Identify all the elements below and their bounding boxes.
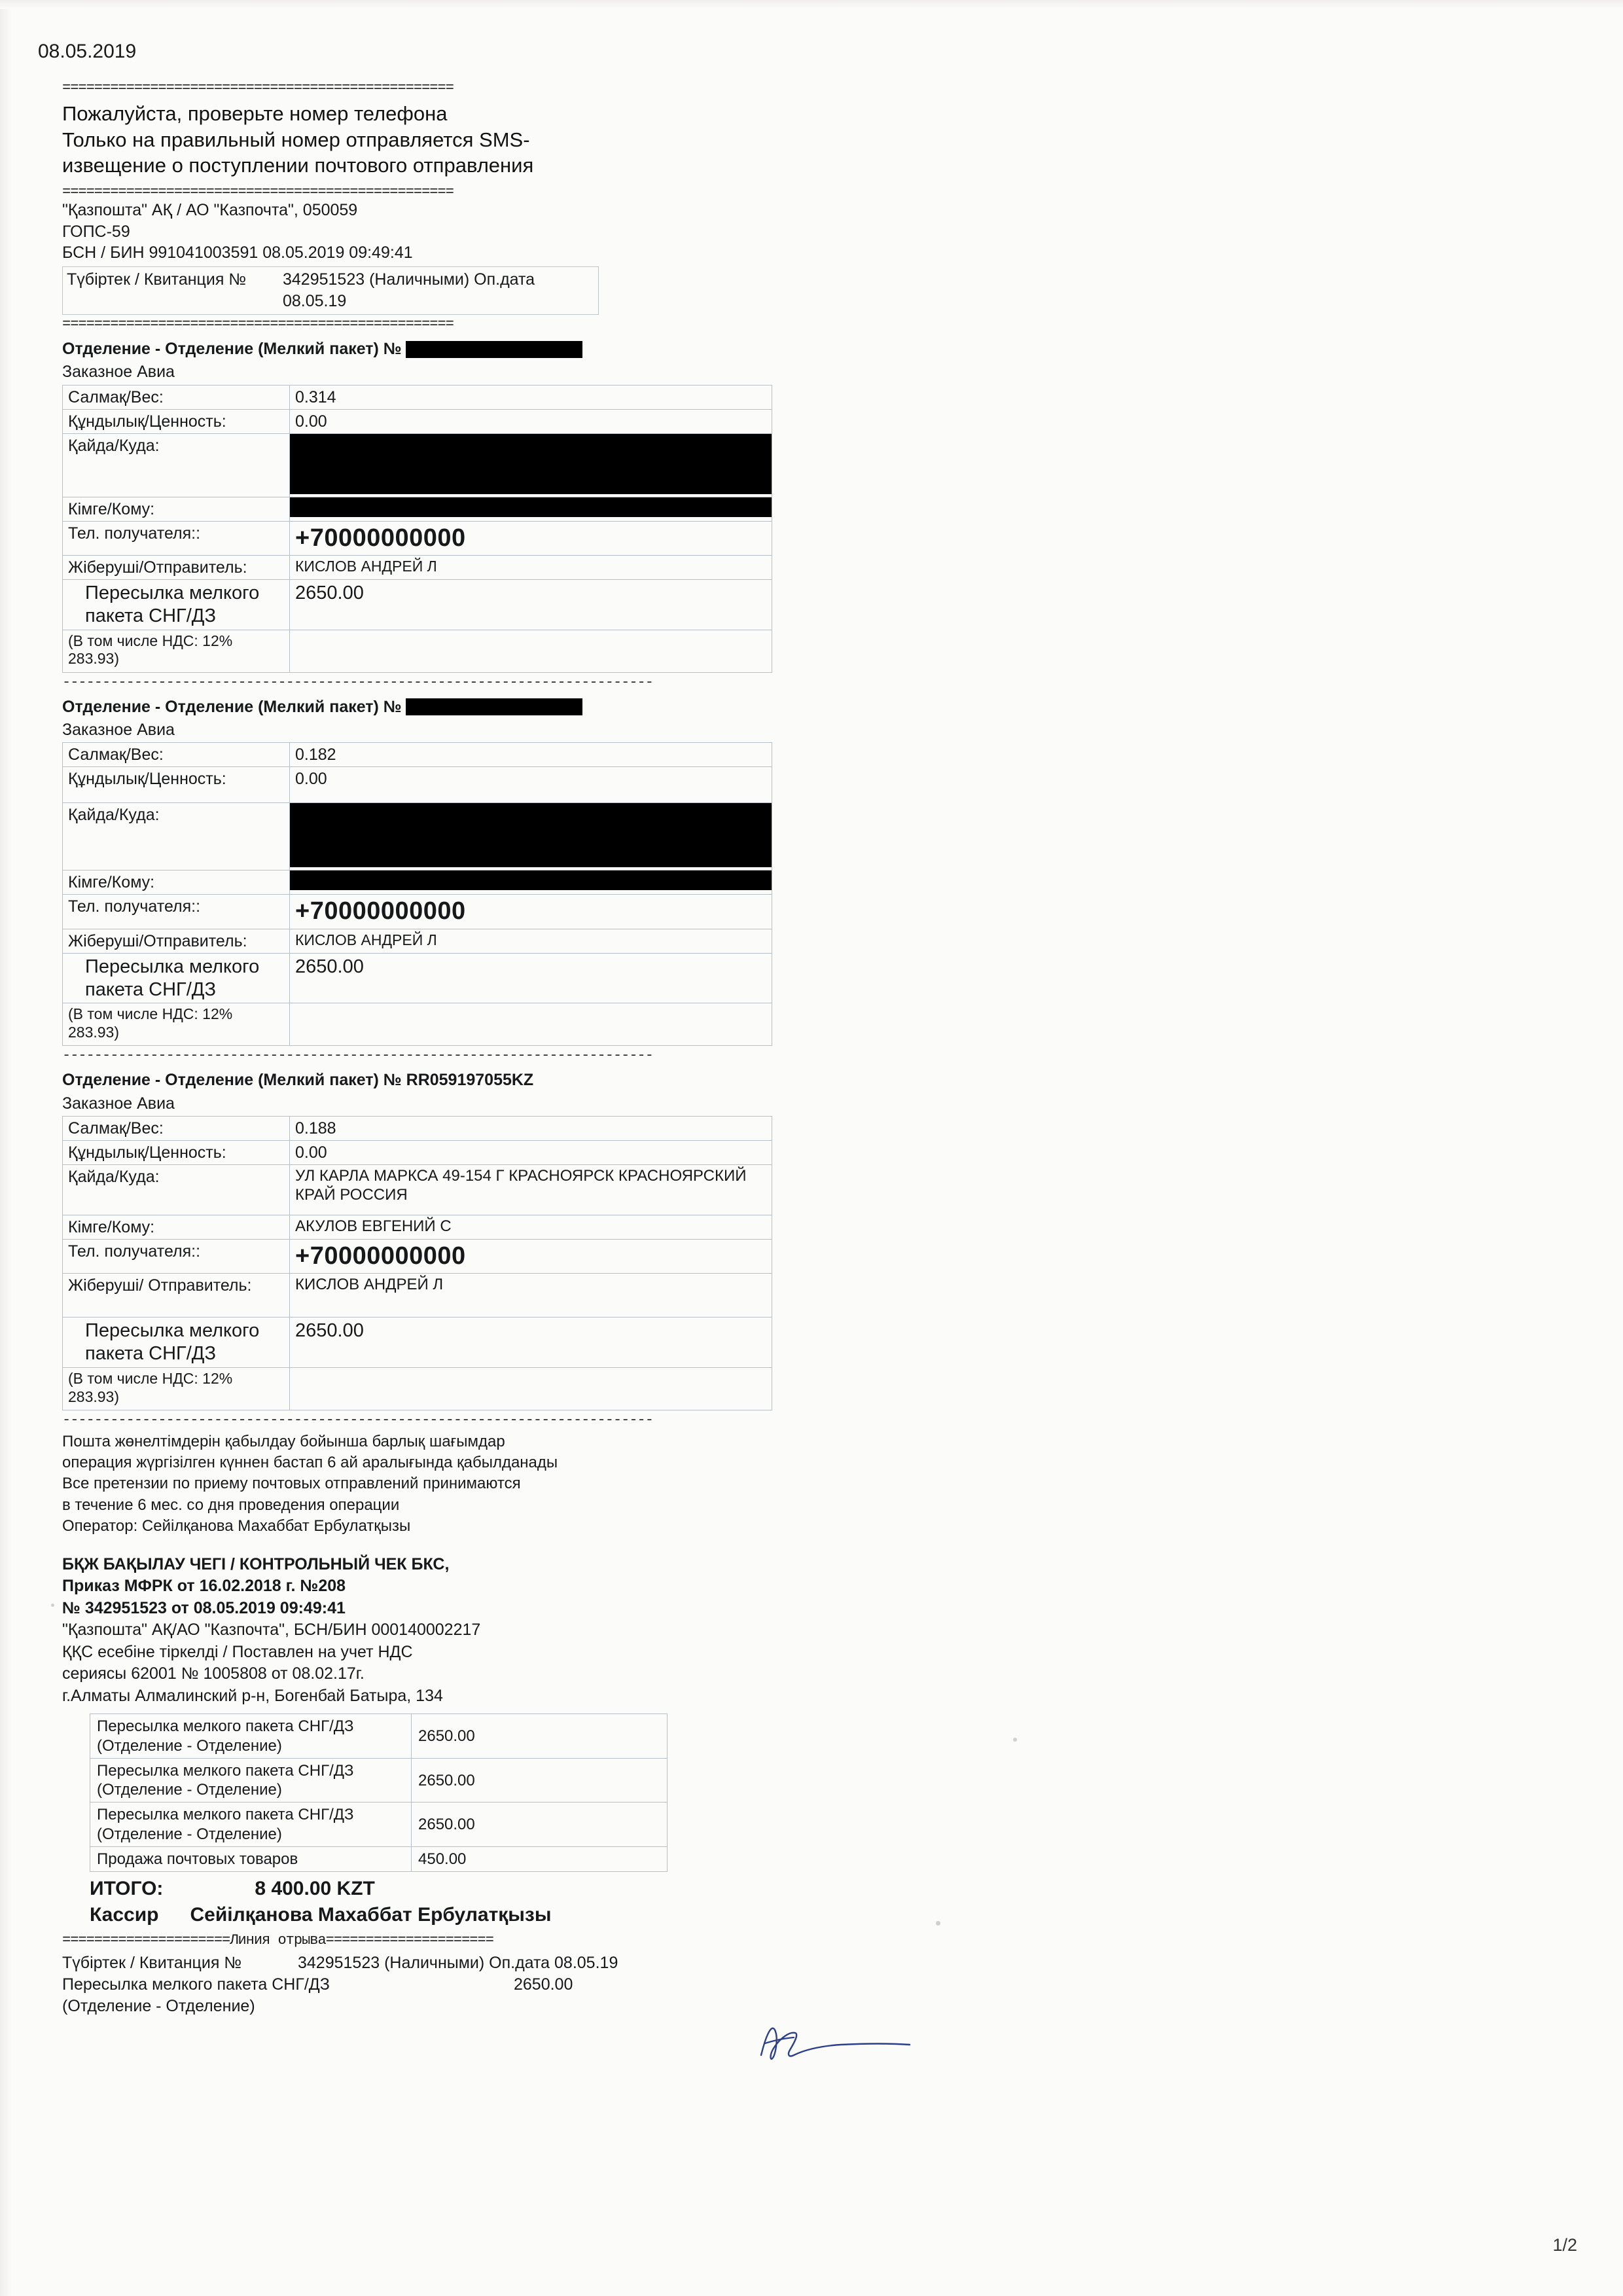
service-row-3 <box>63 1318 772 1368</box>
phone-check-notice <box>62 101 834 179</box>
fiscal-line-name-3: Пересылка мелкого пакета СНГ/ДЗ (Отделение - Отделение) <box>90 1803 412 1847</box>
redacted-recipient-2 <box>290 870 772 890</box>
vat-note-1: (В том числе НДС: 12% 283.93) <box>63 630 290 672</box>
recipient-label-3: Кімге/Кому: <box>63 1215 290 1239</box>
scan-speck <box>51 1604 54 1607</box>
table-row <box>90 1714 668 1759</box>
value-value-2: 0.00 <box>290 767 772 803</box>
total-row <box>90 1876 834 1902</box>
recipient-label-2: Кімге/Кому: <box>63 870 290 895</box>
fiscal-number: № 342951523 от 08.05.2019 09:49:41 <box>62 1598 346 1617</box>
service-amount-3: 2650.00 <box>290 1318 772 1368</box>
company-name: "Қазпошта" АҚ / АО "Казпочта", 050059 <box>62 201 358 220</box>
fiscal-order: Приказ МФРК от 16.02.2018 г. №208 <box>62 1577 346 1596</box>
company-bin: БСН / БИН 991041003591 08.05.2019 09:49:41 <box>62 243 413 262</box>
fiscal-address: г.Алматы Алмалинский р-н, Богенбай Батыра, 134 <box>62 1686 443 1705</box>
shipment-table-2 <box>62 742 772 1046</box>
weight-value-3: 0.188 <box>290 1116 772 1140</box>
shipment-title-text-3: Отделение - Отделение (Мелкий пакет) № RR059197055KZ <box>62 1071 534 1090</box>
sender-row-2 <box>63 929 772 953</box>
fiscal-line-amount-1: 2650.00 <box>412 1714 668 1759</box>
value-row-1 <box>63 409 772 433</box>
vat-spacer-1 <box>290 630 772 672</box>
page-number: 1/2 <box>1552 2235 1577 2255</box>
destination-row-3 <box>63 1164 772 1215</box>
weight-row-1 <box>63 385 772 409</box>
vat-spacer-2 <box>290 1003 772 1046</box>
phone-row-3 <box>63 1239 772 1274</box>
value-label-2: Құндылық/Ценность: <box>63 767 290 803</box>
scan-speck <box>1013 1738 1017 1742</box>
stub-receipt-label: Түбіртек / Квитанция № <box>62 1954 242 1973</box>
value-label-1: Құндылық/Ценность: <box>63 409 290 433</box>
scan-date-stamp: 08.05.2019 <box>38 41 137 62</box>
shipment-title-text-1: Отделение - Отделение (Мелкий пакет) № <box>62 340 402 359</box>
weight-value-1: 0.314 <box>290 385 772 409</box>
operator-name: Оператор: Сейілқанова Махаббат Ербулатқызы <box>62 1516 411 1535</box>
shipment-block-1 <box>62 338 834 673</box>
weight-label-2: Салмақ/Вес: <box>63 743 290 767</box>
vat-row-2 <box>63 1003 772 1046</box>
weight-row-3 <box>63 1116 772 1140</box>
destination-value-3: УЛ КАРЛА МАРКСА 49-154 Г КРАСНОЯРСК КРАСНОЯРСКИЙ КРАЙ РОССИЯ <box>290 1164 772 1215</box>
page-edge-shadow-left <box>0 0 12 2296</box>
office-code: ГОПС-59 <box>62 222 130 241</box>
stub-service-row <box>62 1974 834 1996</box>
sender-label-1: Жіберуші/Отправитель: <box>63 556 290 580</box>
separator-equals-3: ================================================= <box>62 316 454 332</box>
redacted-destination-2 <box>290 803 772 867</box>
recipient-value-3: АКУЛОВ ЕВГЕНИЙ С <box>290 1215 772 1239</box>
fiscal-lines-table <box>90 1713 668 1872</box>
fiscal-line-amount-3: 2650.00 <box>412 1803 668 1847</box>
weight-label-3: Салмақ/Вес: <box>63 1116 290 1140</box>
recipient-row-3 <box>63 1215 772 1239</box>
table-row <box>90 1758 668 1803</box>
sender-label-3: Жіберуші/ Отправитель: <box>63 1274 290 1318</box>
shipment-type-2: Заказное Авиа <box>62 720 175 739</box>
redacted-tracking-2 <box>406 698 582 715</box>
total-value: 8 400.00 KZT <box>255 1878 375 1900</box>
cashier-row <box>90 1902 834 1928</box>
total-label: ИТОГО: <box>90 1878 164 1900</box>
shipment-table-1 <box>62 385 772 673</box>
shipment-type-3: Заказное Авиа <box>62 1094 175 1113</box>
destination-value-1 <box>290 433 772 497</box>
stub-receipt-row <box>62 1952 834 1974</box>
phone-label-1: Тел. получателя:: <box>63 521 290 556</box>
recipient-label-1: Кімге/Кому: <box>63 497 290 521</box>
sender-row-3 <box>63 1274 772 1318</box>
vat-row-3 <box>63 1368 772 1410</box>
destination-label-2: Қайда/Куда: <box>63 803 290 870</box>
recipient-row-2 <box>63 870 772 895</box>
service-row-2 <box>63 953 772 1003</box>
weight-value-2: 0.182 <box>290 743 772 767</box>
shipment-type-1: Заказное Авиа <box>62 363 175 382</box>
phone-label-3: Тел. получателя:: <box>63 1239 290 1274</box>
receipt-number-label: Түбіртек / Квитанция № <box>67 270 247 289</box>
value-value-3: 0.00 <box>290 1140 772 1164</box>
phone-value-3: +70000000000 <box>290 1239 772 1274</box>
separator-equals-top: ================================================= <box>62 80 454 96</box>
fiscal-vat-registration: ҚҚС есебіне тіркелді / Поставлен на учет НДС <box>62 1642 413 1661</box>
table-row <box>90 1803 668 1847</box>
receipt-number-value: 342951523 (Наличными) Оп.дата 08.05.19 <box>283 270 535 310</box>
table-row <box>90 1846 668 1871</box>
sender-value-1: КИСЛОВ АНДРЕЙ Л <box>290 556 772 580</box>
service-name-1: Пересылка мелкого пакета СНГ/ДЗ <box>63 580 290 630</box>
value-row-3 <box>63 1140 772 1164</box>
stub-service-amount: 2650.00 <box>514 1975 573 1994</box>
shipment-title-1 <box>62 338 834 360</box>
phone-row-2 <box>63 895 772 929</box>
stub-service-subtitle: (Отделение - Отделение) <box>62 1997 255 2016</box>
receipt-stub <box>62 1952 834 2017</box>
shipment-title-text-2: Отделение - Отделение (Мелкий пакет) № <box>62 697 402 716</box>
destination-row-1 <box>63 433 772 497</box>
cashier-name: Сейілқанова Махаббат Ербулатқызы <box>190 1904 552 1926</box>
vat-note-2: (В том числе НДС: 12% 283.93) <box>63 1003 290 1046</box>
separator-dashes-3: -------------------------------------------------------------------------- <box>62 1412 653 1428</box>
receipt-number-row <box>62 266 599 315</box>
stub-service-name: Пересылка мелкого пакета СНГ/ДЗ <box>62 1975 330 1994</box>
fiscal-company: "Қазпошта" АҚ/АО "Казпочта", БСН/БИН 000140002217 <box>62 1621 481 1640</box>
fiscal-title: БҚЖ БАҚЫЛАУ ЧЕГІ / КОНТРОЛЬНЫЙ ЧЕК БКС, <box>62 1554 450 1573</box>
weight-row-2 <box>63 743 772 767</box>
claims-note <box>62 1431 834 1537</box>
phone-row-1 <box>63 521 772 556</box>
recipient-value-2 <box>290 870 772 895</box>
sender-value-3: КИСЛОВ АНДРЕЙ Л <box>290 1274 772 1318</box>
tear-line: =====================Линия отрыва===================== <box>62 1932 493 1948</box>
cashier-signature <box>756 2017 919 2076</box>
phone-value-2: +70000000000 <box>290 895 772 929</box>
value-row-2 <box>63 767 772 803</box>
fiscal-line-amount-2: 2650.00 <box>412 1758 668 1803</box>
claims-ru-line-1: Все претензии по приему почтовых отправлений принимаются <box>62 1475 521 1493</box>
service-name-2: Пересылка мелкого пакета СНГ/ДЗ <box>63 953 290 1003</box>
fiscal-line-amount-4: 450.00 <box>412 1846 668 1871</box>
page-edge-shadow-top <box>0 0 1623 9</box>
scan-speck <box>936 1921 940 1926</box>
vat-note-3: (В том числе НДС: 12% 283.93) <box>63 1368 290 1410</box>
notice-line-3: извещение о поступлении почтового отправления <box>62 154 534 177</box>
separator-dashes-1: -------------------------------------------------------------------------- <box>62 673 653 690</box>
vat-row-1 <box>63 630 772 672</box>
destination-label-1: Қайда/Куда: <box>63 433 290 497</box>
service-row-1 <box>63 580 772 630</box>
fiscal-line-name-2: Пересылка мелкого пакета СНГ/ДЗ (Отделение - Отделение) <box>90 1758 412 1803</box>
phone-label-2: Тел. получателя:: <box>63 895 290 929</box>
shipment-block-2 <box>62 696 834 1047</box>
receipt-body <box>62 79 834 2017</box>
claims-kz-line-1: Пошта жөнелтімдерін қабылдау бойынша барлық шағымдар <box>62 1433 505 1451</box>
destination-label-3: Қайда/Куда: <box>63 1164 290 1215</box>
value-value-1: 0.00 <box>290 409 772 433</box>
service-amount-1: 2650.00 <box>290 580 772 630</box>
separator-equals-2: ================================================= <box>62 184 454 200</box>
phone-value-1: +70000000000 <box>290 521 772 556</box>
redacted-recipient-1 <box>290 497 772 517</box>
notice-line-1: Пожалуйста, проверьте номер телефона <box>62 102 448 125</box>
fiscal-line-name-1: Пересылка мелкого пакета СНГ/ДЗ (Отделение - Отделение) <box>90 1714 412 1759</box>
value-label-3: Құндылық/Ценность: <box>63 1140 290 1164</box>
vat-spacer-3 <box>290 1368 772 1410</box>
sender-label-2: Жіберуші/Отправитель: <box>63 929 290 953</box>
weight-label-1: Салмақ/Вес: <box>63 385 290 409</box>
cashier-label: Кассир <box>90 1904 159 1926</box>
redacted-tracking-1 <box>406 341 582 358</box>
shipment-title-3 <box>62 1069 834 1091</box>
sender-value-2: КИСЛОВ АНДРЕЙ Л <box>290 929 772 953</box>
destination-row-2 <box>63 803 772 870</box>
notice-line-2: Только на правильный номер отправляется SMS- <box>62 128 530 151</box>
recipient-value-1 <box>290 497 772 521</box>
claims-ru-line-2: в течение 6 мес. со дня проведения операции <box>62 1496 400 1514</box>
shipment-title-2 <box>62 696 834 718</box>
stub-receipt-value: 342951523 (Наличными) Оп.дата 08.05.19 <box>298 1954 618 1973</box>
separator-dashes-2: -------------------------------------------------------------------------- <box>62 1047 653 1064</box>
redacted-destination-1 <box>290 434 772 494</box>
destination-value-2 <box>290 803 772 870</box>
sender-row-1 <box>63 556 772 580</box>
recipient-row-1 <box>63 497 772 521</box>
service-amount-2: 2650.00 <box>290 953 772 1003</box>
shipment-table-3 <box>62 1116 772 1410</box>
claims-kz-line-2: операция жүргізілген күннен бастап 6 ай аралығында қабылданады <box>62 1454 558 1472</box>
fiscal-receipt-block <box>62 1554 834 1708</box>
shipment-block-3 <box>62 1069 834 1410</box>
service-name-3: Пересылка мелкого пакета СНГ/ДЗ <box>63 1318 290 1368</box>
fiscal-series: сериясы 62001 № 1005808 от 08.02.17г. <box>62 1664 365 1683</box>
fiscal-line-name-4: Продажа почтовых товаров <box>90 1846 412 1871</box>
